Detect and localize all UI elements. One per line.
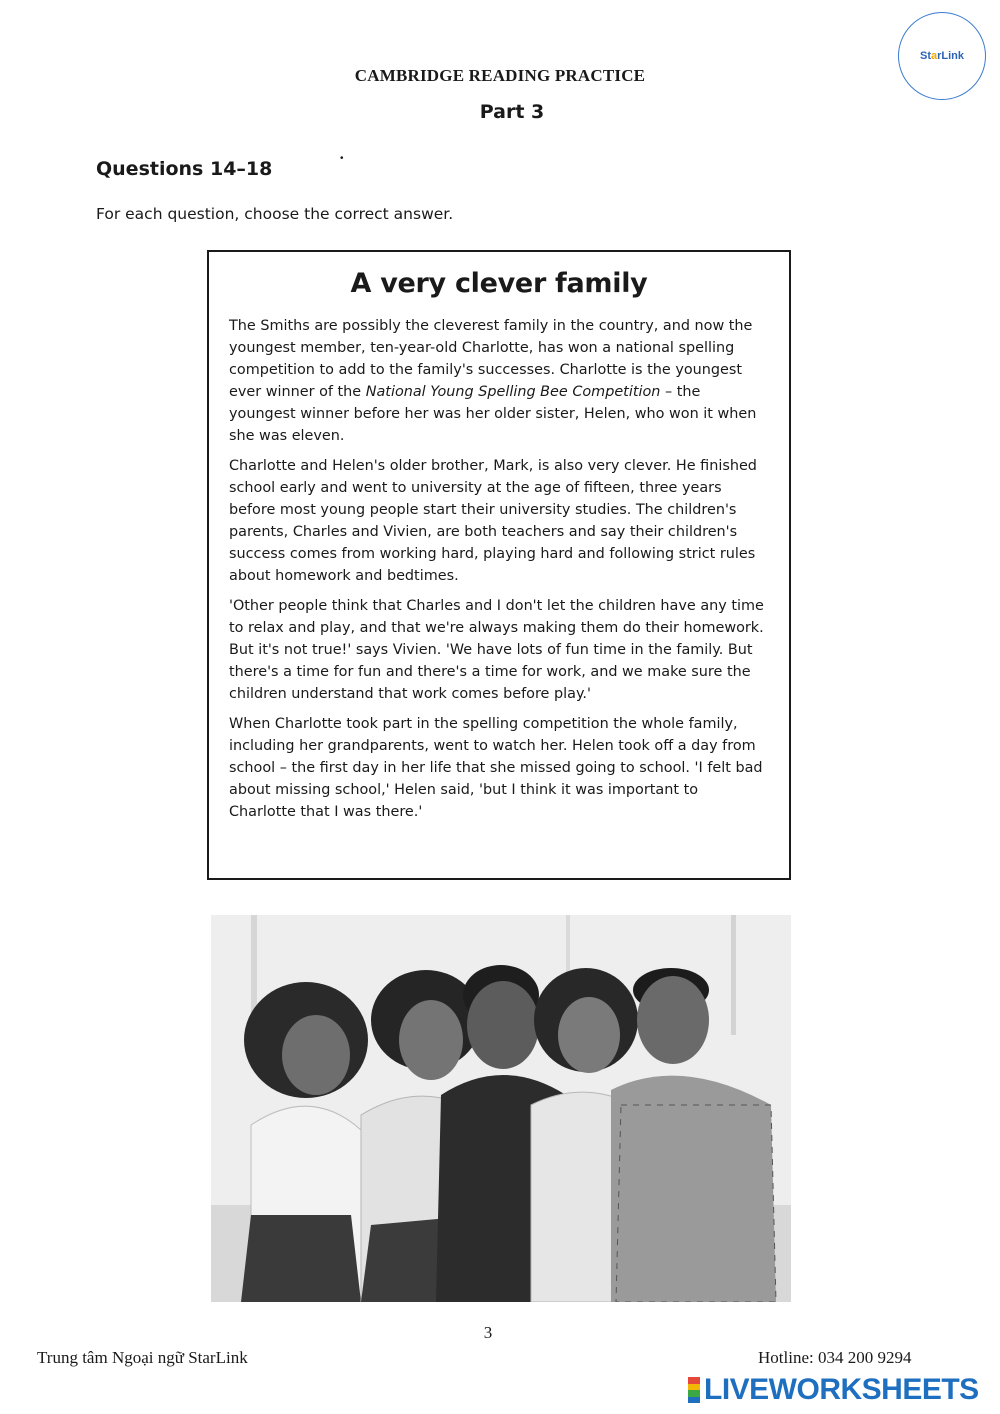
footer-hotline: Hotline: 034 200 9294 xyxy=(758,1348,912,1367)
family-photo-illustration xyxy=(211,915,791,1302)
starlink-logo-text: StarLink xyxy=(919,50,965,62)
article-paragraph-1: The Smiths are possibly the cleverest family in the country, and now the youngest member, ten-year-old Charlotte, has won a national spelling competition to add to the family's successes. Charlotte is the youngest ever winner of the National Young Spelling Bee Competition – the youngest winner before her was her older sister, Helen, who won it when she was eleven. xyxy=(229,318,757,444)
liveworksheets-badge-icon xyxy=(688,1377,700,1403)
liveworksheets-logo xyxy=(688,1373,979,1407)
instruction-text: For each question, choose the correct answer. xyxy=(96,205,454,223)
stray-dot: • xyxy=(340,153,344,164)
article-box xyxy=(207,250,791,880)
questions-heading: Questions 14–18 xyxy=(96,158,273,180)
family-photo xyxy=(211,915,791,1302)
article-paragraph-3: 'Other people think that Charles and I don't let the children have any time to relax and play, and that we're always making them do their homework. But it's not true!' says Vivien. 'We have lots of fun time in the family. But there's a time for fun and there's a time for work, and we make sure the children understand that work comes before play.' xyxy=(229,598,764,702)
starlink-logo xyxy=(898,12,986,100)
liveworksheets-watermark: LIVEWORKSHEETS xyxy=(704,1373,979,1406)
article-title: A very clever family xyxy=(350,268,648,299)
document-header: CAMBRIDGE READING PRACTICE xyxy=(354,66,646,85)
page-number: 3 xyxy=(483,1323,493,1342)
article-paragraph-2: Charlotte and Helen's older brother, Mark, is also very clever. He finished school early and went to university at the age of fifteen, three years before most young people start their university studies. The children's parents, Charles and Vivien, are both teachers and say their children's success comes from working hard, playing hard and following strict rules about homework and bedtimes. xyxy=(229,458,757,584)
article-paragraph-4: When Charlotte took part in the spelling competition the whole family, including her grandparents, went to watch her. Helen took off a day from school – the first day in her life that she missed going to school. 'I felt bad about missing school,' Helen said, 'but I think it was important to Charlotte that I was there.' xyxy=(229,716,763,820)
part-title: Part 3 xyxy=(479,101,545,123)
person-1 xyxy=(241,982,368,1302)
footer-center-name: Trung tâm Ngoại ngữ StarLink xyxy=(37,1348,248,1367)
